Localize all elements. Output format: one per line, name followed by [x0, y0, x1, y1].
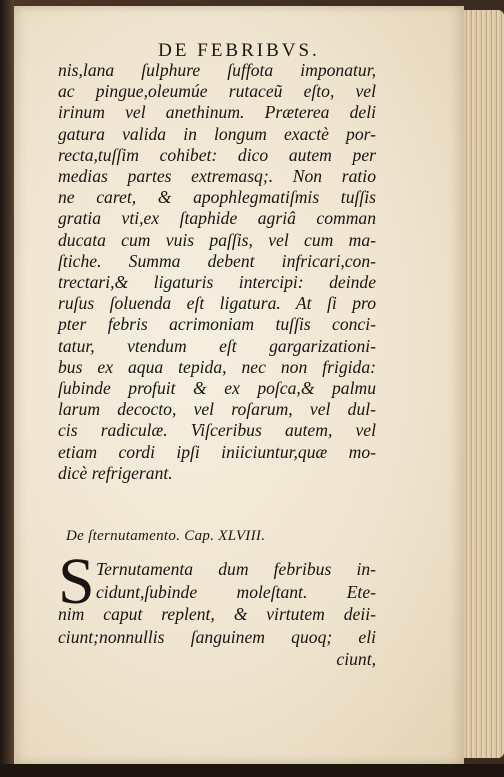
text-line: ne caret, & apophlegmatiſmis tuſſis [58, 187, 376, 208]
text-line: ac pingue,oleumúe rutaceũ eſto, vel [58, 81, 376, 102]
catchword: ciunt, [336, 649, 376, 669]
text-line: tatur, vtendum eſt gargarizationi- [58, 335, 376, 356]
text-line: ruſus ſoluenda eſt ligatura. At ſi pro [58, 293, 376, 314]
running-header: DE FEBRIBVS. [158, 40, 320, 61]
text-line: gratia vti,ex ſtaphide agriâ comman [58, 208, 376, 229]
table-surface [0, 764, 504, 777]
text-line: larum decocto, vel roſarum, vel dul- [58, 399, 376, 420]
text-line: ſubinde profuit & ex poſca,& palmu [58, 378, 376, 399]
book-binding [0, 0, 14, 777]
text-line: etiam cordi ipſi iniiciuntur,quæ mo- [58, 441, 376, 462]
drop-cap: S [58, 545, 95, 618]
text-line: nis,lana ſulphure ſuffota imponatur, [58, 60, 376, 80]
text-line: ciunt;nonnullis ſanguinem quoq; eli [58, 626, 376, 647]
chapter-heading: De ſternutamento. Cap. XLVIII. [66, 528, 266, 544]
text-line: ſtiche. Summa debent infricari,con- [58, 250, 376, 271]
text-line: nim caput replent, & virtutem deii- [58, 604, 376, 624]
text-line: dicè refrigerant. [58, 462, 173, 483]
text-line: trectari,& ligaturis intercipi: deinde [58, 272, 376, 293]
text-line: cidunt,ſubinde moleſtant. Ete- [96, 581, 376, 602]
text-line: ducata cum vuis paſſis, vel cum ma- [58, 229, 376, 250]
text-line: pter febris acrimoniam tuſſis conci- [58, 314, 376, 335]
text-line: bus ex aqua tepida, nec non frigida: [58, 356, 376, 377]
section-text [58, 558, 376, 671]
text-line: cis radiculæ. Viſceribus autem, vel [58, 420, 376, 441]
text-line: medias partes extremasq;. Non ratio [58, 166, 376, 187]
paragraph-text [58, 60, 376, 484]
text-line: recta,tuſſim cohibet: dico autem per [58, 144, 376, 165]
text-line: Ternutamenta dum febribus in- [96, 559, 376, 579]
page-edges [464, 10, 504, 758]
text-line: irinum vel anethinum. Præterea deli [58, 102, 376, 123]
text-line: gatura valida in longum exactè por- [58, 123, 376, 144]
